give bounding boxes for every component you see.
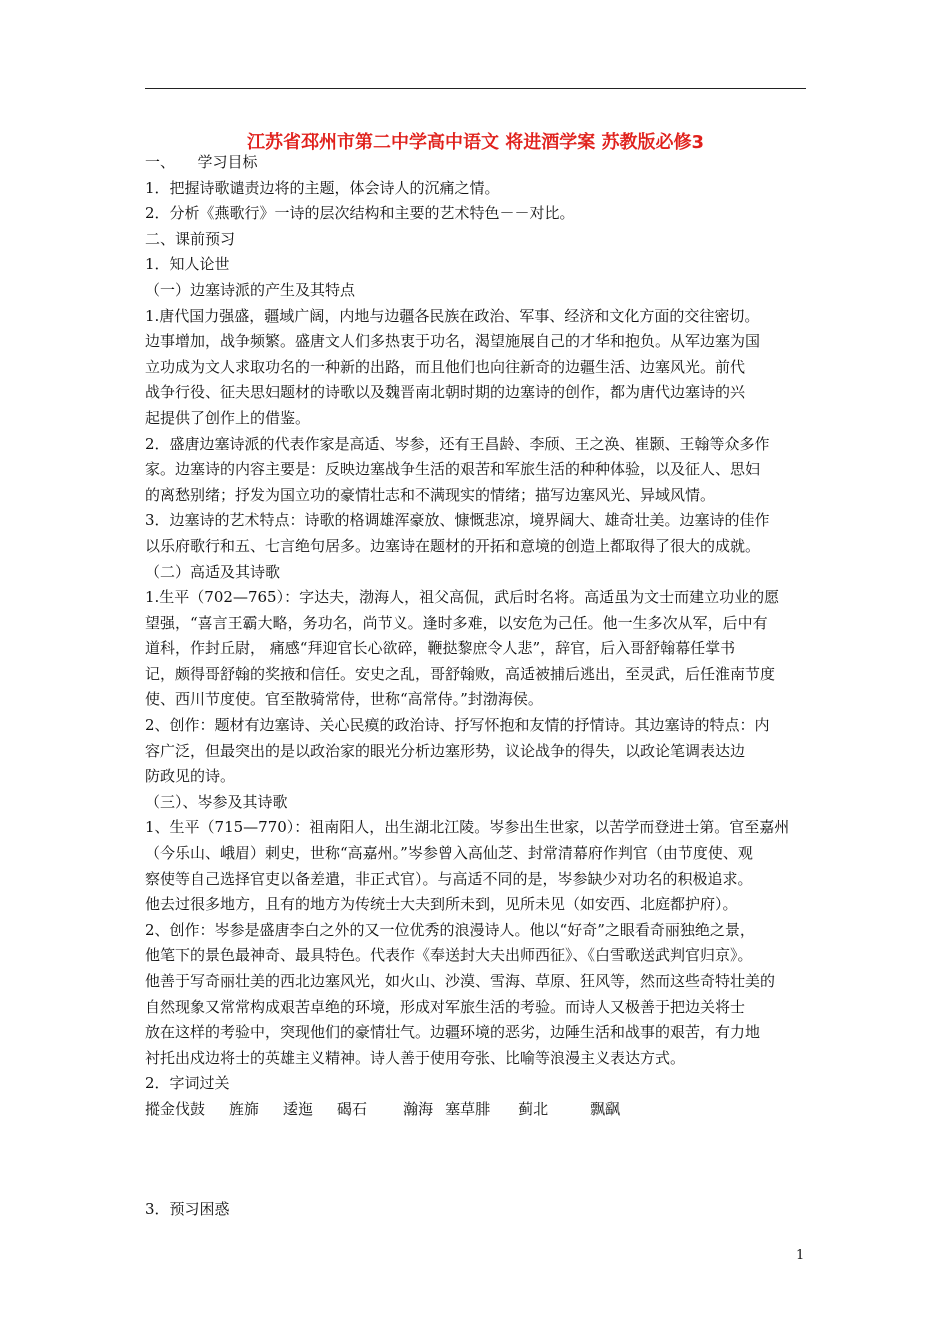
text-line: 二、课前预习 [145,229,236,248]
text-line: （二）高适及其诗歌 [145,562,281,581]
vocab-term: 旌旆 [229,1099,260,1118]
text-line: 他善于写奇丽壮美的西北边塞风光，如火山、沙漠、雪海、草原、狂风等，然而这些奇特壮美的 [145,972,776,990]
text-line: 边事增加，战争频繁。盛唐文人们多热衷于功名，渴望施展自己的才华和抱负。从军边塞为国 [145,332,761,351]
text-line: 衬托出戍边将士的英雄主义精神。诗人善于使用夸张、比喻等浪漫主义表达方式。 [145,1048,686,1067]
text-line: 起提供了创作上的借鉴。 [145,408,311,427]
text-line: 他笔下的景色最神奇、最具特色。代表作《奉送封大夫出师西征》、《白雪歌送武判官归京》。 [145,946,753,965]
text-line: 2．分析《燕歌行》一诗的层次结构和主要的艺术特色－－对比。 [145,204,575,223]
text-line: 以乐府歌行和五、七言绝句居多。边塞诗在题材的开拓和意境的创造上都取得了很大的成就。 [145,536,761,555]
text-line: 家。边塞诗的内容主要是：反映边塞战争生活的艰苦和军旅生活的种种体验，以及征人、思妇 [145,460,761,479]
vocab-term: 瀚海 [403,1099,434,1118]
text-line: 1.唐代国力强盛，疆域广阔，内地与边疆各民族在政治、军事、经济和文化方面的交往密切。 [145,306,760,325]
vocab-term: 碣石 [337,1099,368,1118]
text-line: 容广泛，但最突出的是以政治家的眼光分析边塞形势，议论战争的得失，以政论笔调表达边 [145,741,746,760]
page-number: 1 [796,1248,805,1263]
document-title: 江苏省邳州市第二中学高中语文 将进酒学案 苏教版必修3 [246,132,705,153]
text-line: 他去过很多地方，且有的地方为传统士大夫到所未到，见所未见（如安西、北庭都护府）。 [145,895,738,914]
text-line: 使、西川节度使。官至散骑常侍，世称“高常侍。”封渤海侯。 [145,690,543,709]
text-line: 一、 学习目标 [145,153,258,171]
vocab-row [145,1097,810,1123]
text-line: 防政见的诗。 [145,767,236,786]
document-body [145,150,810,1222]
vocab-term: 飘飖 [590,1099,621,1118]
body-lines [145,150,810,1097]
text-line: （今乐山、峨眉）刺史，世称“高嘉州。”岑参曾入高仙芝、封常清幕府作判官（由节度使、观 [145,844,753,863]
text-line: 2．盛唐边塞诗派的代表作家是高适、岑参，还有王昌龄、李颀、王之涣、崔颢、王翰等众多作 [145,434,770,453]
text-line: （三）、岑参及其诗歌 [145,792,288,811]
vocab-term: 逶迤 [283,1099,314,1118]
text-line: 1、生平（715—770）：祖南阳人，出生湖北江陵。岑参出生世家，以苦学而登进士第。官至嘉州 [145,818,790,837]
text-line: 2、创作：题材有边塞诗、关心民瘼的政治诗、抒写怀抱和友情的抒情诗。其边塞诗的特点：内 [145,716,770,735]
blank-space [145,1123,810,1197]
vocab-term: 摐金伐鼓 [145,1099,206,1118]
header-rule [145,88,806,89]
text-line: 望强，“喜言王霸大略，务功名，尚节义。逢时多难，以安危为己任。他一生多次从军，后中有 [145,613,768,632]
text-line: 2、创作：岑参是盛唐李白之外的又一位优秀的浪漫诗人。他以“好奇”之眼看奇丽独绝之景， [145,920,755,939]
text-line: 1.生平（702—765）：字达夫，渤海人，祖父高侃，武后时名将。高适虽为文士而建立功业的愿 [145,588,780,607]
text-line: 放在这样的考验中，突现他们的豪情壮气。边疆环境的恶劣，边陲生活和战事的艰苦，有力地 [145,1023,761,1042]
text-line: 2．字词过关 [145,1074,230,1093]
text-line: 自然现象又常常构成艰苦卓绝的环境，形成对军旅生活的考验。而诗人又极善于把边关将士 [145,997,746,1016]
text-line: 立功成为文人求取功名的一种新的出路，而且他们也向往新奇的边疆生活、边塞风光。前代 [145,357,746,376]
text-line: 1．把握诗歌谴责边将的主题，体会诗人的沉痛之情。 [145,178,500,197]
text-line: 记，颇得哥舒翰的奖掖和信任。安史之乱，哥舒翰败，高适被捕后逃出，至灵武，后任淮南节度 [145,664,776,683]
text-line: 察使等自己选择官吏以备差遣，非正式官）。与高适不同的是，岑参缺少对功名的积极追求。 [145,869,753,888]
vocab-term: 蓟北 [518,1099,549,1118]
text-line: 道科，作封丘尉， 痛感“拜迎官长心欲碎，鞭挞黎庶令人悲”，辞官，后入哥舒翰幕任掌书 [145,639,736,658]
section-heading-preview-questions: 3．预习困惑 [145,1199,230,1218]
text-line: 1．知人论世 [145,255,230,274]
text-line: （一）边塞诗派的产生及其特点 [145,280,356,299]
text-line: 战争行役、征夫思妇题材的诗歌以及魏晋南北朝时期的边塞诗的创作，都为唐代边塞诗的兴 [145,383,746,402]
text-line: 3．边塞诗的艺术特点：诗歌的格调雄浑豪放、慷慨悲凉，境界阔大、雄奇壮美。边塞诗的佳作 [145,511,770,530]
vocab-term: 塞草腓 [445,1099,491,1118]
text-line: 的离愁别绪；抒发为国立功的豪情壮志和不满现实的情绪；描写边塞风光、异域风情。 [145,485,716,504]
